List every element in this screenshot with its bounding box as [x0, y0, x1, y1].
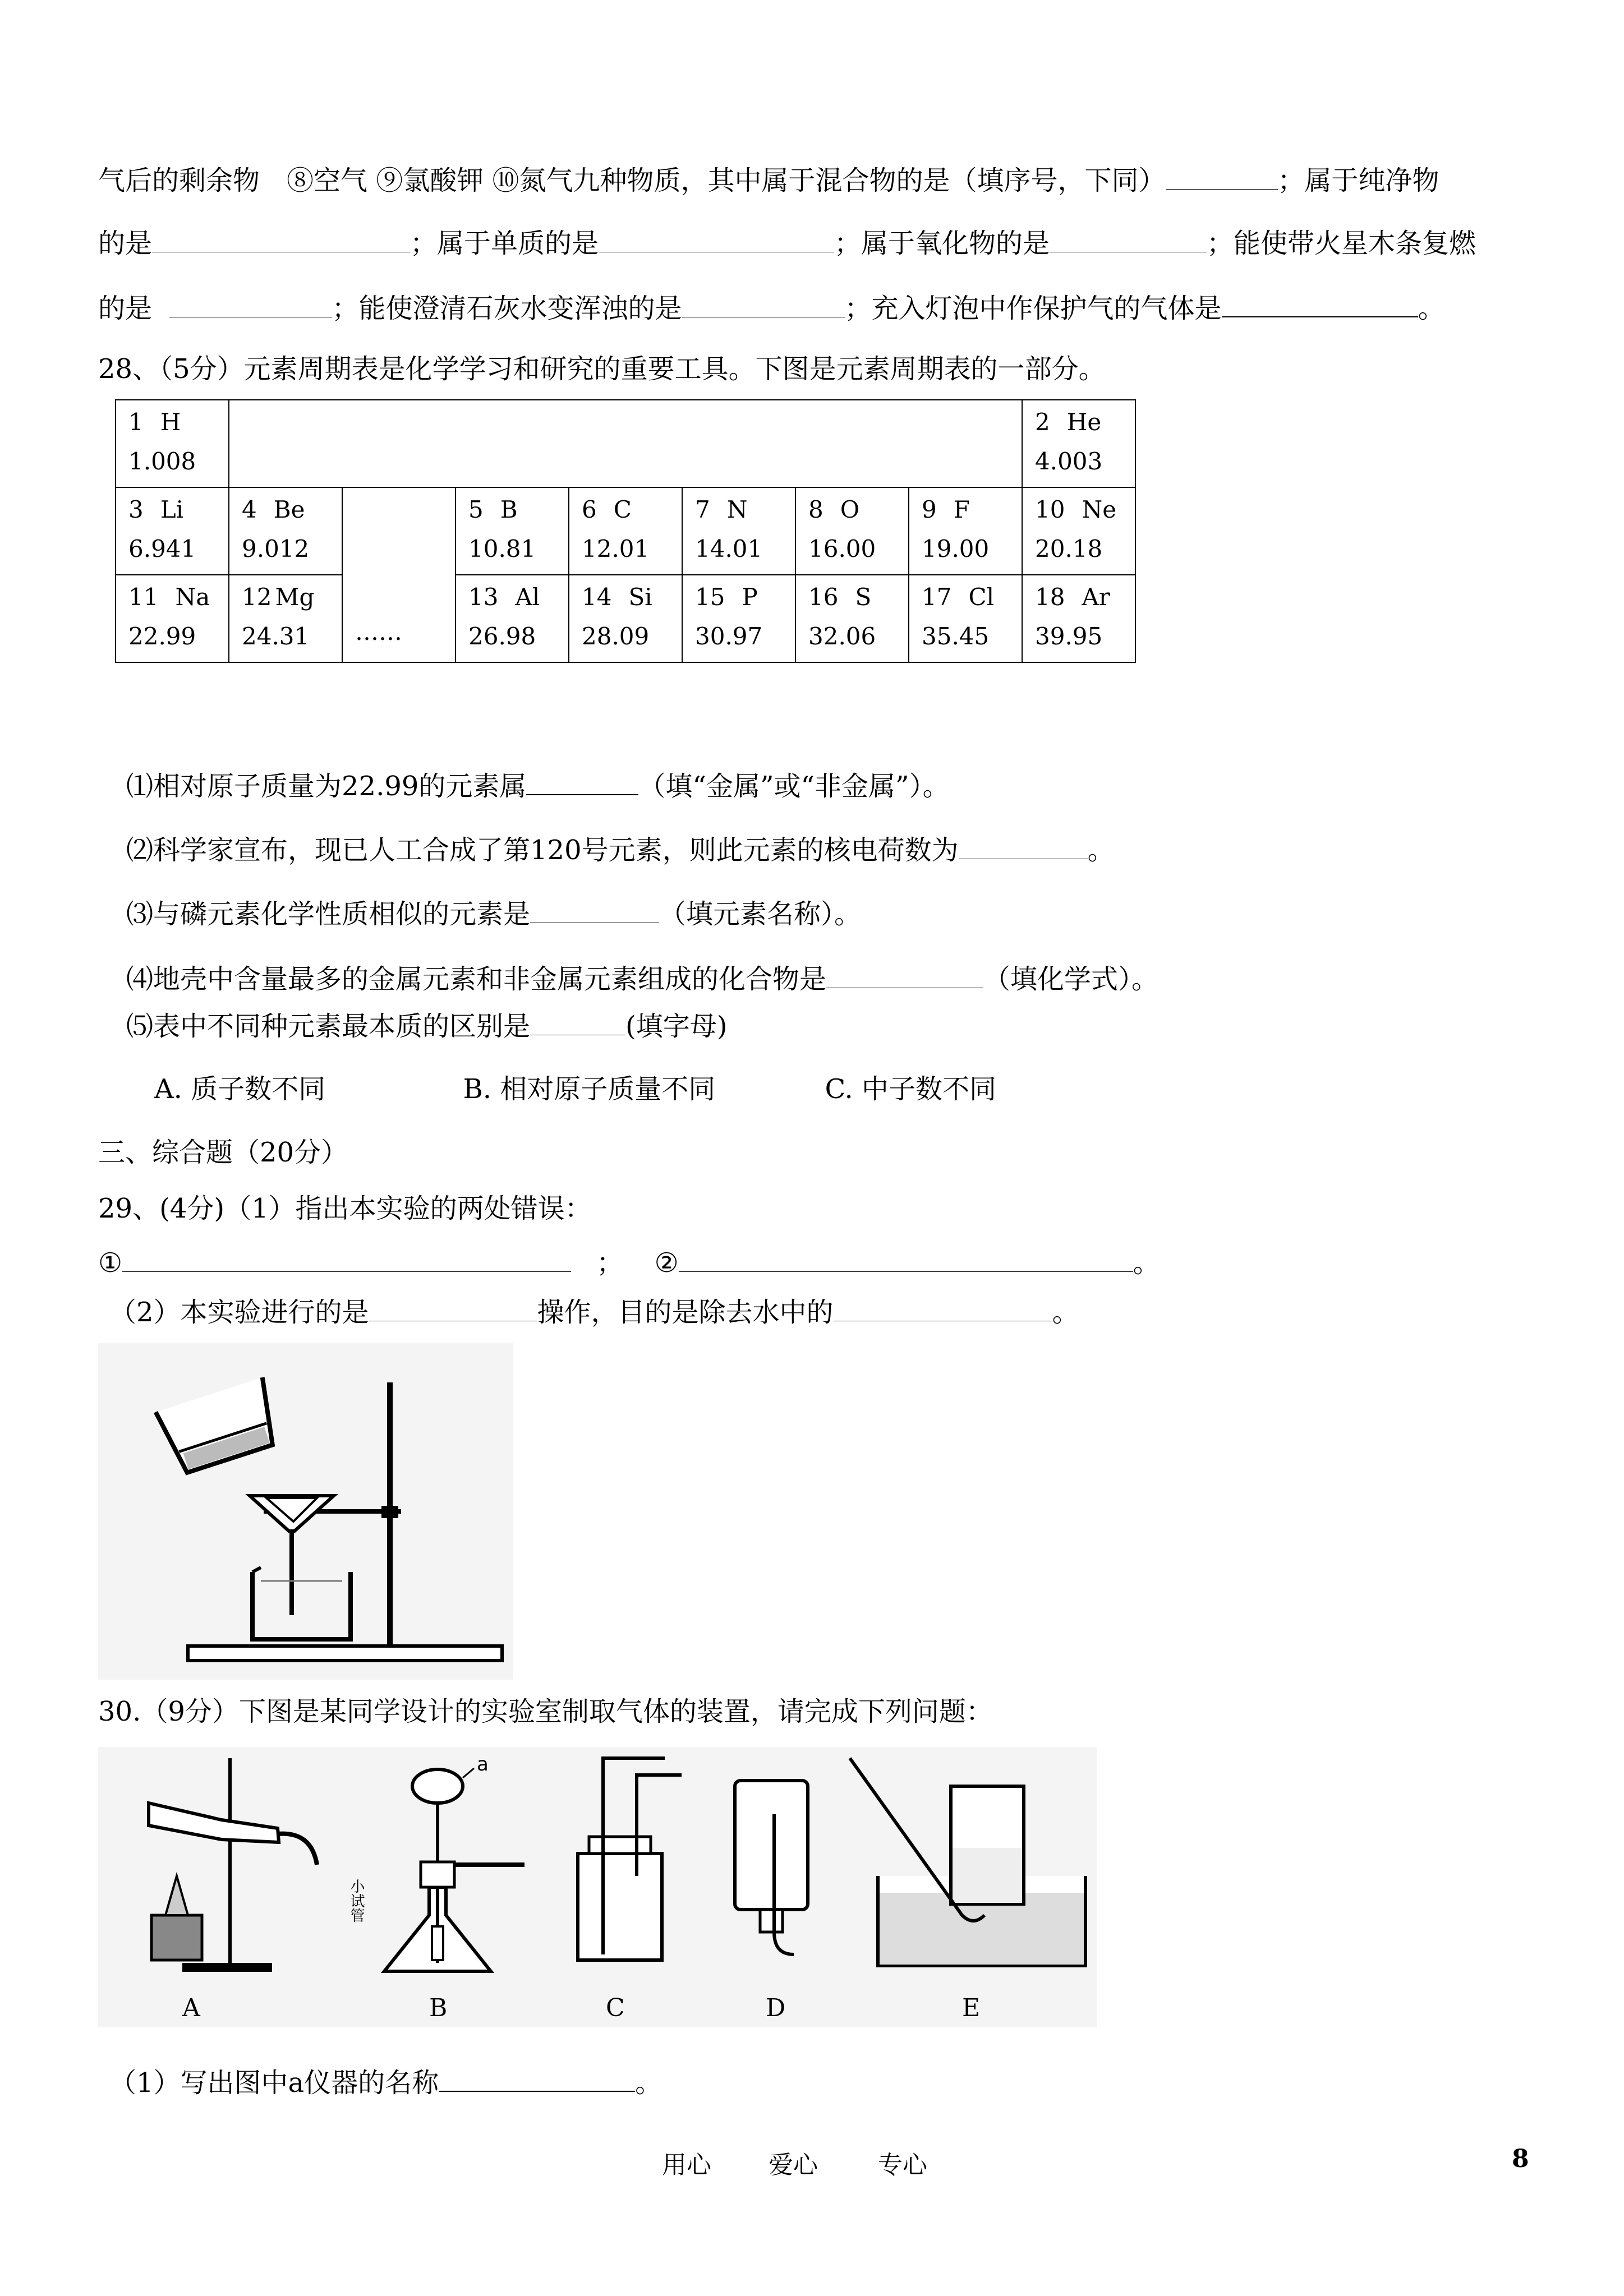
q28-sub5-text: ⑸表中不同种元素最本质的区别是: [126, 1011, 531, 1042]
q27-text-2b: ；属于单质的是: [410, 228, 599, 259]
q28-blank-4[interactable]: [826, 963, 983, 988]
element-cell-li: [116, 487, 229, 575]
element-number: 4: [242, 496, 257, 523]
element-symbol: S: [855, 583, 872, 611]
footer-right: 专心: [878, 2151, 927, 2179]
element-cell-cl: [909, 575, 1022, 662]
element-symbol: Li: [160, 496, 184, 523]
element-number: 16: [808, 583, 839, 611]
q30-sub1-text: （1）写出图中a仪器的名称: [109, 2067, 439, 2099]
element-cell-be: [229, 487, 342, 575]
q27-text-1: 气后的剩余物 ⑧空气 ⑨氯酸钾 ⑩氮气九种物质，其中属于混合物的是（填序号，下同）: [98, 165, 1166, 196]
gas-apparatus-figure: [98, 1747, 1097, 2027]
element-cell-c: [569, 487, 682, 575]
element-number: 5: [468, 496, 484, 523]
element-number: 12: [242, 583, 272, 611]
q27-blank-oxygen[interactable]: [169, 292, 332, 317]
element-symbol: N: [726, 496, 748, 523]
element-mass: 24.31: [242, 623, 310, 650]
element-number: 17: [922, 583, 952, 611]
element-number: 14: [582, 583, 612, 611]
element-number: 1: [128, 408, 144, 436]
element-cell-he: [1022, 400, 1135, 487]
q29-circle-2: ②: [654, 1247, 679, 1279]
element-number: 9: [922, 496, 937, 523]
label-a: a: [477, 1753, 489, 1776]
q27-text-3b: ；能使澄清石灰水变浑浊的是: [332, 293, 682, 324]
q30-title: 30.（9分）下图是某同学设计的实验室制取气体的装置，请完成下列问题：: [98, 1696, 993, 1727]
q27-blank-oxide[interactable]: [1050, 227, 1207, 252]
option-a[interactable]: A. 质子数不同: [154, 1073, 326, 1105]
element-mass: 28.09: [582, 623, 650, 650]
element-mass: 32.06: [808, 623, 876, 650]
q28-blank-5[interactable]: [530, 1010, 625, 1035]
element-symbol: O: [840, 496, 860, 523]
q28-sub1: [126, 769, 950, 803]
q27-text-1-end: ；属于纯净物: [1277, 165, 1439, 196]
q29-blank-error-1[interactable]: [122, 1247, 571, 1272]
element-symbol: B: [500, 496, 518, 523]
footer-mid: 爱心: [769, 2151, 818, 2179]
element-number: 15: [695, 583, 725, 611]
periodic-row-3: [116, 575, 1135, 662]
element-symbol: Si: [628, 583, 652, 611]
q28-blank-2[interactable]: [959, 834, 1088, 859]
q28-blank-1[interactable]: [526, 769, 638, 795]
element-mass: 35.45: [922, 623, 990, 650]
element-cell-ar: [1022, 575, 1135, 662]
option-b[interactable]: B. 相对原子质量不同: [463, 1073, 716, 1105]
periodic-gap-row-1: [229, 400, 1022, 487]
periodic-row-1: [116, 400, 1135, 487]
element-mass: 12.01: [582, 535, 650, 563]
ellipsis-text: ……: [355, 618, 402, 646]
element-cell-f: [909, 487, 1022, 575]
q27-blank-co2[interactable]: [682, 292, 845, 317]
q27-text-3-end: 。: [1418, 293, 1445, 324]
element-mass: 14.01: [695, 535, 763, 563]
element-mass: 10.81: [468, 535, 536, 563]
element-mass: 26.98: [468, 623, 536, 650]
element-symbol: Cl: [968, 583, 995, 611]
q28-sub3-text: ⑶与磷元素化学性质相似的元素是: [126, 898, 531, 930]
q30-sub1-end: 。: [635, 2067, 663, 2099]
q29-sub2-purpose: 操作，目的是除去水中的: [537, 1297, 834, 1328]
q29-blank-purpose[interactable]: [834, 1296, 1052, 1321]
q29-sub2-text: （2）本实验进行的是: [109, 1297, 369, 1328]
periodic-row-2: [116, 487, 1135, 575]
element-cell-ne: [1022, 487, 1135, 575]
q28-blank-3[interactable]: [530, 898, 659, 923]
element-mass: 39.95: [1035, 623, 1103, 650]
filtration-apparatus-figure: [98, 1343, 513, 1680]
element-mass: 19.00: [922, 535, 990, 563]
element-cell-b: [456, 487, 569, 575]
tube-label: 小试管: [348, 1879, 365, 1922]
element-cell-s: [795, 575, 909, 662]
element-mass: 6.941: [128, 535, 196, 563]
element-cell-na: [116, 575, 229, 662]
q28-sub4-text: ⑷地壳中含量最多的金属元素和非金属元素组成的化合物是: [126, 963, 827, 995]
element-cell-n: [682, 487, 795, 575]
q27-text-2a: 的是: [98, 228, 153, 259]
q28-sub4: [126, 962, 1158, 996]
q29-sub2: [109, 1295, 1079, 1329]
q28-sub5-hint: (填字母): [625, 1011, 728, 1042]
q29-title: 29、(4分)（1）指出本实验的两处错误：: [98, 1193, 592, 1224]
q28-sub5: [126, 1009, 727, 1043]
q27-blank-protective-gas[interactable]: [1222, 292, 1418, 317]
element-number: 10: [1035, 496, 1065, 523]
stand-base: [188, 1646, 502, 1661]
element-number: 18: [1035, 583, 1065, 611]
q27-text-2d: ；能使带火星木条复燃: [1207, 228, 1476, 259]
element-mass: 4.003: [1035, 448, 1103, 475]
q29-errors: [98, 1246, 1160, 1280]
element-number: 13: [468, 583, 499, 611]
q30-blank-a[interactable]: [439, 2066, 635, 2092]
element-symbol: Mg: [275, 583, 315, 611]
caption-b: B: [429, 1994, 448, 2022]
q29-sub2-end: 。: [1052, 1297, 1079, 1328]
element-symbol: Ar: [1082, 583, 1110, 611]
section-heading: 三、综合题（20分）: [98, 1137, 348, 1168]
q28-sub3-hint: （填元素名称）。: [659, 898, 862, 930]
q29-separator: ；: [596, 1247, 624, 1279]
q27-text-3c: ；充入灯泡中作保护气的气体是: [844, 293, 1222, 324]
q27-line2: [98, 227, 1476, 260]
q27-line3: [98, 292, 1445, 325]
caption-a: A: [182, 1994, 200, 2022]
element-number: 8: [808, 496, 823, 523]
q30-sub1: [109, 2066, 662, 2100]
element-symbol: Al: [515, 583, 540, 611]
q27-line1: [98, 164, 1439, 197]
element-symbol: He: [1066, 408, 1102, 436]
element-symbol: H: [160, 408, 181, 436]
q28-sub3: [126, 897, 861, 931]
periodic-table: [115, 399, 1136, 663]
element-number: 6: [582, 496, 597, 523]
q27-text-2c: ；属于氧化物的是: [834, 228, 1050, 259]
element-symbol: C: [613, 496, 632, 523]
q29-circle-1: ①: [98, 1247, 123, 1279]
element-cell-o: [795, 487, 909, 575]
q28-sub1-hint: （填“金属”或“非金属”）。: [638, 771, 950, 802]
q27-blank-mixture[interactable]: [1166, 164, 1278, 190]
page-number: 8: [1512, 2145, 1529, 2173]
caption-e: E: [962, 1994, 981, 2022]
element-mass: 1.008: [128, 448, 196, 475]
element-number: 7: [695, 496, 710, 523]
element-symbol: Be: [273, 496, 305, 523]
element-mass: 16.00: [808, 535, 876, 563]
element-number: 11: [128, 583, 159, 611]
caption-d: D: [766, 1994, 786, 2022]
element-symbol: P: [742, 583, 758, 611]
element-mass: 20.18: [1035, 535, 1103, 563]
q28-sub2-text: ⑵科学家宣布，现已人工合成了第120号元素，则此元素的核电荷数为: [126, 835, 959, 866]
caption-c: C: [606, 1994, 625, 2022]
q28-title: 28、（5分）元素周期表是化学学习和研究的重要工具。下图是元素周期表的一部分。: [98, 353, 1106, 385]
element-mass: 9.012: [242, 535, 310, 563]
q27-blank-element[interactable]: [599, 227, 834, 252]
footer-left: 用心: [662, 2151, 711, 2179]
q28-sub1-text: ⑴相对原子质量为22.99的元素属: [126, 771, 527, 802]
q27-blank-pure[interactable]: [152, 227, 410, 252]
q28-options: [154, 1072, 996, 1106]
element-number: 2: [1035, 408, 1050, 436]
element-symbol: Na: [175, 583, 210, 611]
element-cell-h: [116, 400, 229, 487]
option-c[interactable]: C. 中子数不同: [825, 1073, 997, 1105]
q28-sub2: [126, 833, 1115, 867]
element-mass: 22.99: [128, 623, 196, 650]
q29-blank-operation[interactable]: [369, 1296, 537, 1321]
element-mass: 30.97: [695, 623, 763, 650]
q27-text-3a: 的是: [98, 293, 153, 324]
q28-sub4-hint: （填化学式）。: [983, 963, 1159, 995]
element-symbol: Ne: [1082, 496, 1117, 523]
element-number: 3: [128, 496, 144, 523]
element-cell-mg: [229, 575, 342, 662]
element-cell-si: [569, 575, 682, 662]
element-symbol: F: [953, 496, 970, 523]
periodic-gap-transition: [342, 487, 456, 662]
q28-sub2-end: 。: [1087, 835, 1115, 866]
q29-blank-error-2[interactable]: [679, 1247, 1133, 1272]
element-cell-al: [456, 575, 569, 662]
q29-end: 。: [1133, 1247, 1160, 1279]
element-cell-p: [682, 575, 795, 662]
